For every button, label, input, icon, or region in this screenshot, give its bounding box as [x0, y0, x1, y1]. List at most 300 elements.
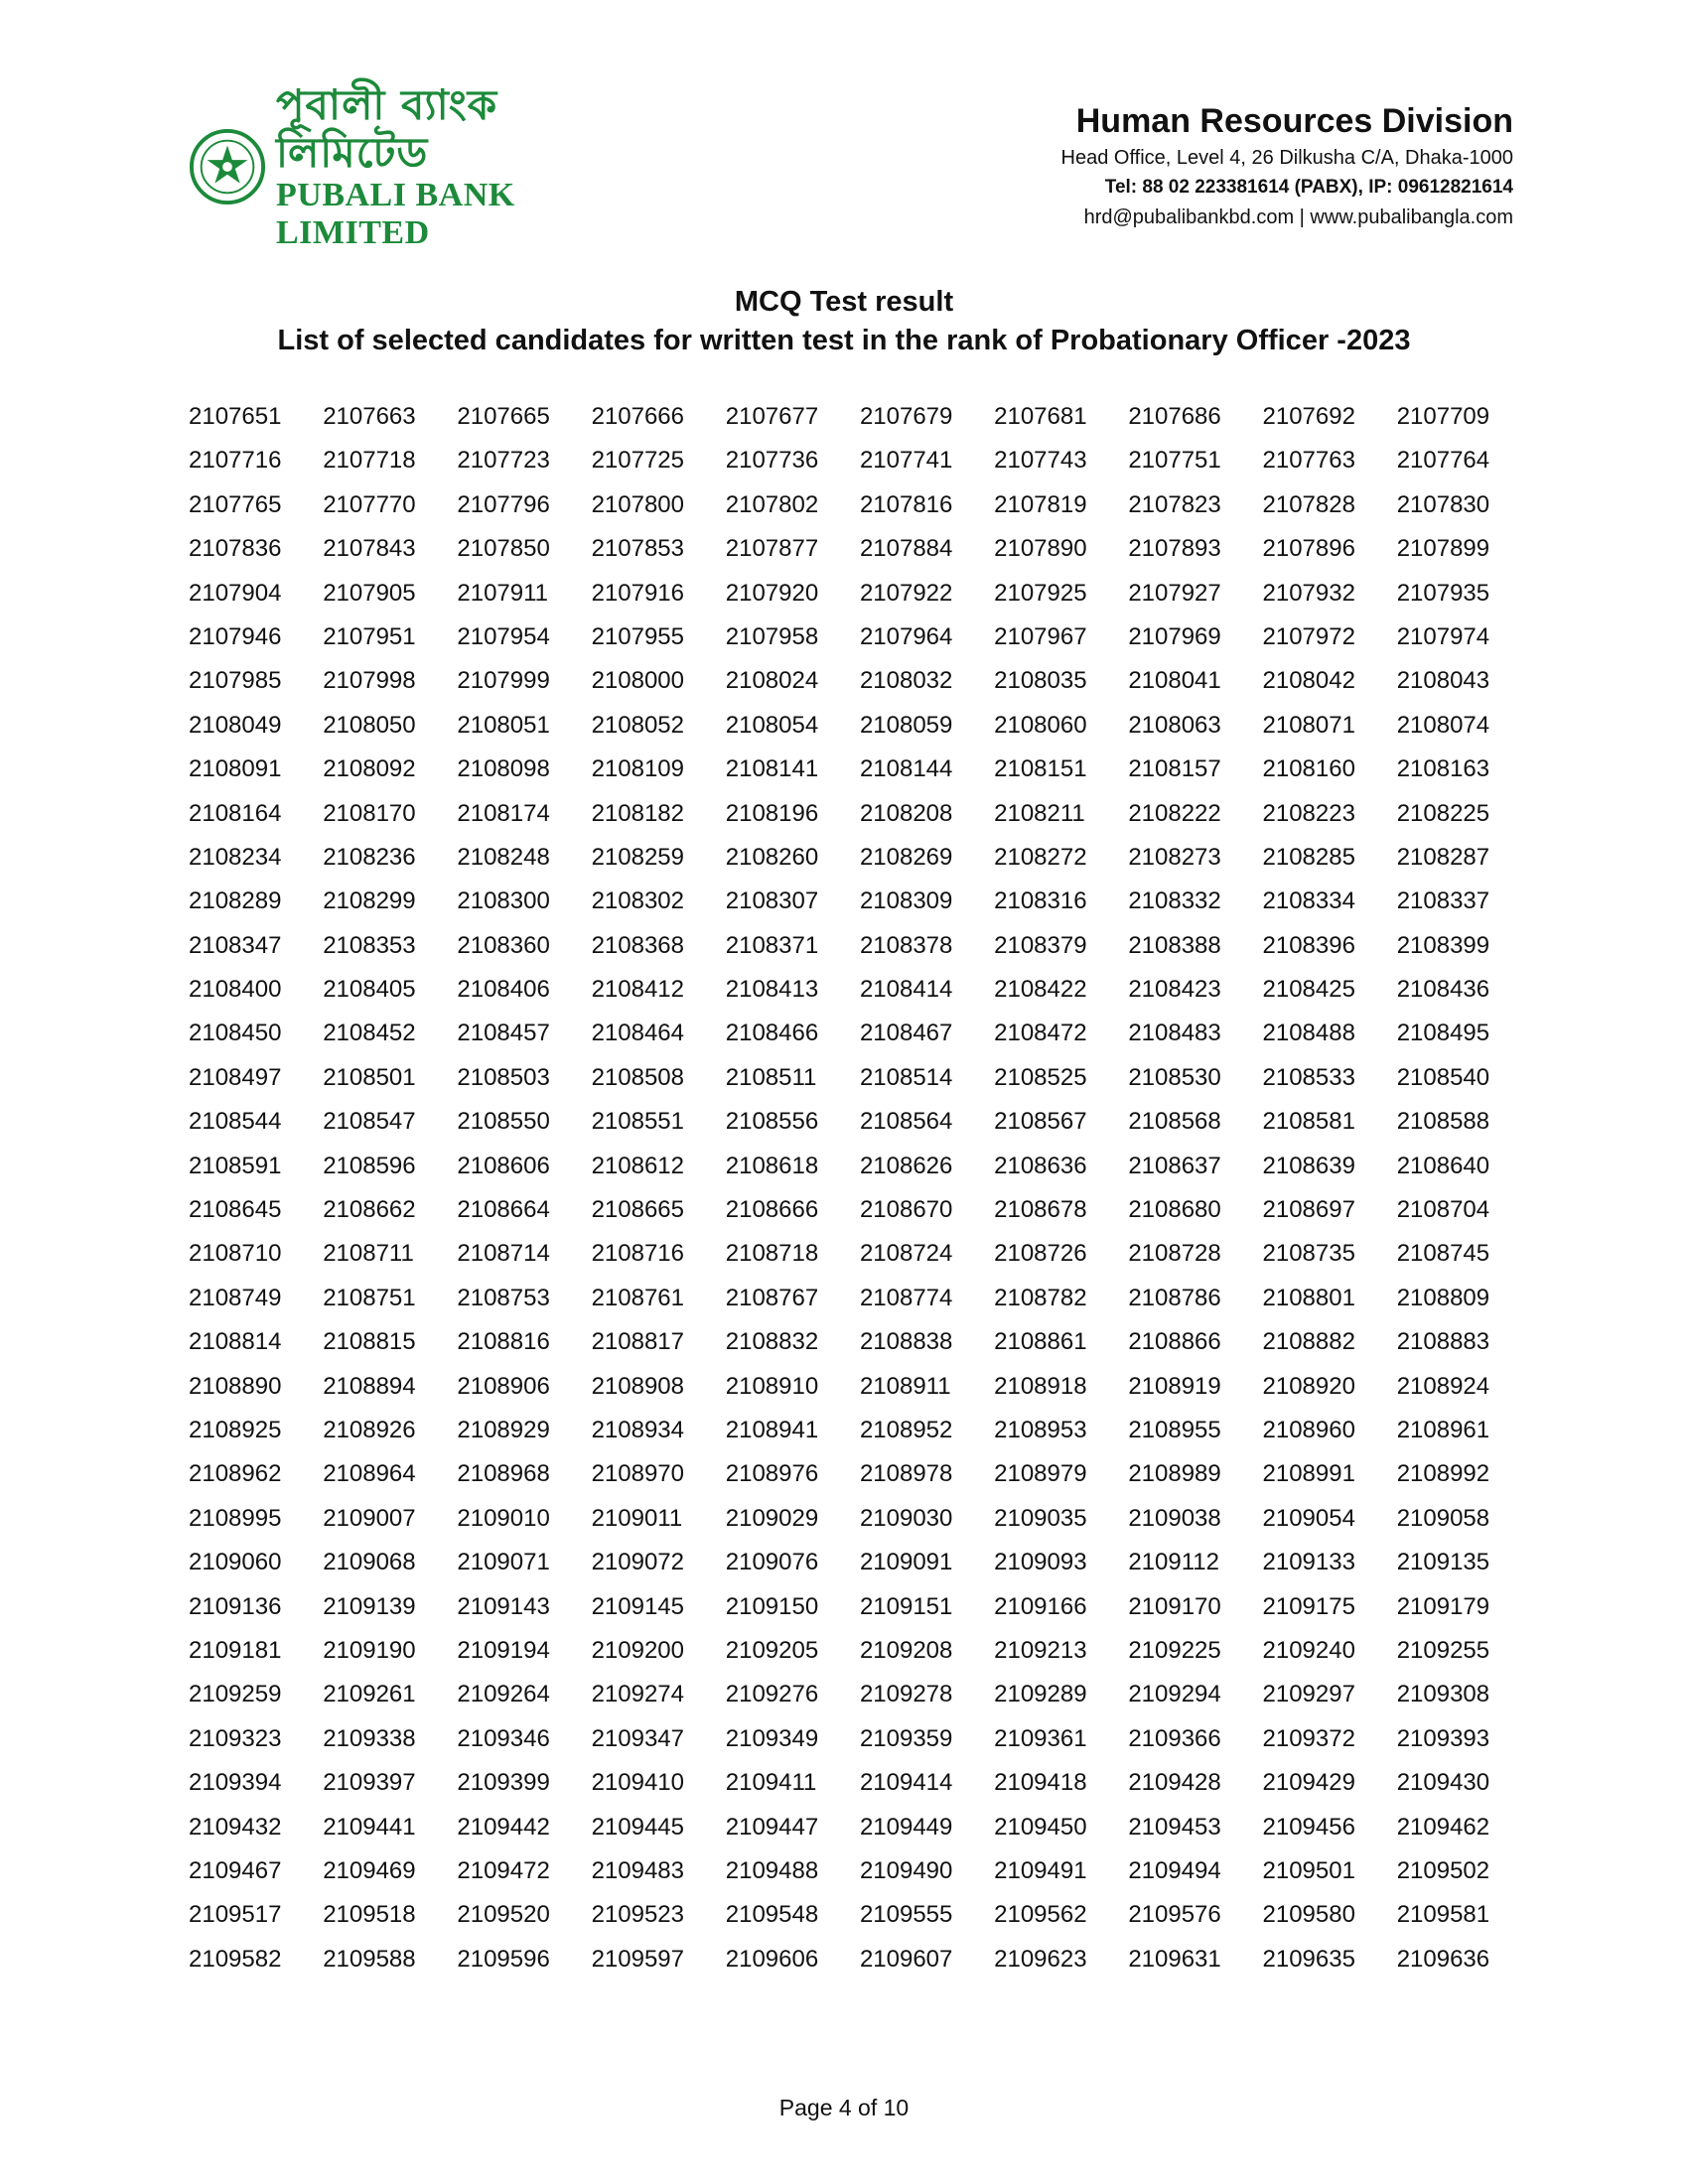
roll-number: 2108378: [859, 931, 953, 959]
roll-number: 2109501: [1262, 1856, 1355, 1884]
roll-number: 2109135: [1396, 1549, 1490, 1576]
roll-number: 2107686: [1128, 403, 1221, 430]
roll-number: 2109472: [457, 1856, 550, 1884]
roll-number: 2109607: [859, 1945, 953, 1973]
roll-number: 2108640: [1396, 1152, 1490, 1179]
roll-number: 2109562: [994, 1901, 1087, 1929]
roll-number: 2108919: [1128, 1372, 1221, 1400]
roll-number: 2107677: [725, 403, 819, 430]
document-title: MCQ Test result: [734, 286, 954, 318]
roll-number: 2109428: [1128, 1769, 1221, 1797]
roll-number: 2108388: [1128, 931, 1221, 959]
roll-number: 2108495: [1396, 1020, 1490, 1047]
roll-number: 2108157: [1128, 755, 1221, 783]
roll-number: 2109441: [323, 1813, 416, 1841]
roll-number: 2109007: [323, 1504, 416, 1532]
roll-number: 2107830: [1396, 490, 1490, 518]
roll-number: 2108450: [189, 1020, 282, 1047]
roll-number: 2108751: [323, 1284, 416, 1311]
roll-number: 2108714: [457, 1240, 550, 1268]
bank-seal-icon: [189, 128, 266, 205]
roll-number: 2109068: [323, 1549, 416, 1576]
roll-number: 2109488: [725, 1856, 819, 1884]
roll-number: 2108815: [323, 1328, 416, 1356]
roll-number: 2108568: [1128, 1108, 1221, 1136]
roll-number: 2109483: [591, 1856, 684, 1884]
roll-number: 2109399: [457, 1769, 550, 1797]
roll-number: 2107843: [323, 535, 416, 563]
roll-number: 2109276: [725, 1681, 819, 1708]
roll-number: 2109347: [591, 1724, 684, 1752]
roll-number: 2109150: [725, 1592, 819, 1620]
roll-number: 2107796: [457, 490, 550, 518]
roll-number: 2107743: [994, 447, 1087, 475]
roll-number: 2109143: [457, 1592, 550, 1620]
roll-number: 2107665: [457, 403, 550, 430]
office-address: Head Office, Level 4, 26 Dilkusha C/A, Dhaka-1000: [1060, 147, 1513, 169]
roll-number: 2108208: [859, 799, 953, 827]
roll-number: 2108960: [1262, 1416, 1355, 1443]
roll-number: 2109517: [189, 1901, 282, 1929]
roll-number: 2108934: [591, 1416, 684, 1443]
roll-number: 2108666: [725, 1196, 819, 1224]
roll-number: 2108412: [591, 976, 684, 1004]
roll-number: 2109450: [994, 1813, 1087, 1841]
roll-number: 2107911: [457, 579, 549, 607]
roll-number: 2109432: [189, 1813, 282, 1841]
roll-number: 2108174: [457, 799, 550, 827]
roll-number: 2108645: [189, 1196, 282, 1224]
roll-number: 2108272: [994, 843, 1087, 871]
document-subtitle: List of selected candidates for written test in the rank of Probationary Officer -2023: [277, 325, 1411, 356]
roll-number: 2109136: [189, 1592, 282, 1620]
roll-number: 2108670: [859, 1196, 953, 1224]
roll-number: 2109194: [457, 1636, 550, 1664]
roll-number: 2109294: [1128, 1681, 1221, 1708]
roll-number: 2108726: [994, 1240, 1087, 1268]
roll-number: 2108925: [189, 1416, 282, 1443]
roll-number: 2108337: [1396, 887, 1490, 915]
roll-number: 2107853: [591, 535, 684, 563]
roll-number: 2108955: [1128, 1416, 1221, 1443]
roll-number: 2107946: [189, 622, 282, 650]
roll-number: 2107800: [591, 490, 684, 518]
roll-number: 2107969: [1128, 622, 1221, 650]
roll-number: 2107935: [1396, 579, 1490, 607]
roll-number: 2108501: [323, 1063, 416, 1091]
roll-number: 2108745: [1396, 1240, 1490, 1268]
roll-number: 2108032: [859, 667, 953, 695]
bank-logo: [189, 80, 645, 251]
roll-number: 2108043: [1396, 667, 1490, 695]
roll-number: 2108547: [323, 1108, 416, 1136]
roll-number: 2108425: [1262, 976, 1355, 1004]
roll-number: 2108049: [189, 711, 282, 739]
roll-number: 2108908: [591, 1372, 684, 1400]
roll-number: 2108285: [1262, 843, 1355, 871]
roll-number: 2109623: [994, 1945, 1087, 1973]
roll-number: 2109582: [189, 1945, 282, 1973]
roll-number: 2109071: [457, 1549, 550, 1576]
roll-number: 2109346: [457, 1724, 550, 1752]
roll-number: 2109410: [591, 1769, 684, 1797]
roll-number: 2108164: [189, 799, 282, 827]
roll-number: 2107723: [457, 447, 550, 475]
roll-number: 2109208: [859, 1636, 953, 1664]
roll-number: 2108662: [323, 1196, 416, 1224]
division-title: Human Resources Division: [1075, 102, 1513, 140]
roll-number: 2108749: [189, 1284, 282, 1311]
roll-number: 2109076: [725, 1549, 819, 1576]
roll-number: 2107967: [994, 622, 1087, 650]
roll-number: 2108989: [1128, 1460, 1221, 1488]
roll-number: 2108091: [189, 755, 282, 783]
roll-number: 2108716: [591, 1240, 684, 1268]
roll-number: 2109175: [1262, 1592, 1355, 1620]
roll-number: 2109442: [457, 1813, 550, 1841]
roll-number: 2108581: [1262, 1108, 1355, 1136]
roll-number: 2109297: [1262, 1681, 1355, 1708]
roll-number: 2107666: [591, 403, 684, 430]
roll-number: 2108697: [1262, 1196, 1355, 1224]
roll-number: 2109139: [323, 1592, 416, 1620]
roll-number: 2108991: [1262, 1460, 1355, 1488]
roll-number: 2108347: [189, 931, 282, 959]
roll-number: 2108399: [1396, 931, 1490, 959]
roll-number: 2108678: [994, 1196, 1087, 1224]
roll-number: 2107972: [1262, 622, 1355, 650]
roll-number: 2109264: [457, 1681, 550, 1708]
roll-number: 2108801: [1262, 1284, 1355, 1311]
roll-number: 2108236: [323, 843, 416, 871]
roll-number: 2108483: [1128, 1020, 1221, 1047]
roll-number: 2107741: [859, 447, 953, 475]
roll-number: 2108488: [1262, 1020, 1355, 1047]
roll-number: 2108556: [725, 1108, 819, 1136]
roll-number: 2108170: [323, 799, 416, 827]
roll-number: 2108564: [859, 1108, 953, 1136]
roll-number: 2108248: [457, 843, 550, 871]
roll-number: 2107828: [1262, 490, 1355, 518]
roll-number: 2107955: [591, 622, 684, 650]
roll-number: 2108911: [859, 1372, 951, 1400]
roll-number: 2108503: [457, 1063, 550, 1091]
roll-number: 2107922: [859, 579, 953, 607]
roll-number: 2108728: [1128, 1240, 1221, 1268]
roll-number: 2108961: [1396, 1416, 1490, 1443]
roll-number: 2108414: [859, 976, 953, 1004]
roll-number: 2109205: [725, 1636, 819, 1664]
roll-number: 2109520: [457, 1901, 550, 1929]
roll-number: 2108817: [591, 1328, 684, 1356]
roll-number: 2109035: [994, 1504, 1087, 1532]
roll-number: 2108334: [1262, 887, 1355, 915]
roll-number: 2107964: [859, 622, 953, 650]
roll-number: 2108753: [457, 1284, 550, 1311]
roll-number: 2109240: [1262, 1636, 1355, 1664]
roll-number: 2107893: [1128, 535, 1221, 563]
roll-number: 2109429: [1262, 1769, 1355, 1797]
roll-number: 2108816: [457, 1328, 550, 1356]
roll-number: 2108838: [859, 1328, 953, 1356]
roll-number: 2109261: [323, 1681, 416, 1708]
roll-number: 2108151: [994, 755, 1087, 783]
roll-number: 2108144: [859, 755, 953, 783]
roll-number: 2108413: [725, 976, 819, 1004]
roll-number: 2108680: [1128, 1196, 1221, 1224]
roll-number: 2108302: [591, 887, 684, 915]
roll-number: 2108639: [1262, 1152, 1355, 1179]
roll-number: 2108906: [457, 1372, 550, 1400]
roll-number: 2107823: [1128, 490, 1221, 518]
roll-number: 2108400: [189, 976, 282, 1004]
roll-number: 2109010: [457, 1504, 550, 1532]
roll-number: 2109462: [1396, 1813, 1490, 1841]
roll-number: 2107999: [457, 667, 550, 695]
roll-number: 2108182: [591, 799, 684, 827]
roll-number: 2108618: [725, 1152, 819, 1179]
roll-number: 2109580: [1262, 1901, 1355, 1929]
roll-number: 2107905: [323, 579, 416, 607]
roll-number: 2108924: [1396, 1372, 1490, 1400]
roll-number: 2109289: [994, 1681, 1087, 1708]
roll-number: 2108332: [1128, 887, 1221, 915]
roll-number: 2107985: [189, 667, 282, 695]
roll-number: 2107974: [1396, 622, 1490, 650]
roll-number: 2108222: [1128, 799, 1221, 827]
roll-number: 2108544: [189, 1108, 282, 1136]
roll-number: 2108472: [994, 1020, 1087, 1047]
roll-number: 2108718: [725, 1240, 819, 1268]
roll-number: 2107751: [1128, 447, 1221, 475]
roll-number: 2107736: [725, 447, 819, 475]
roll-number: 2108452: [323, 1020, 416, 1047]
roll-number: 2107836: [189, 535, 282, 563]
roll-number: 2109145: [591, 1592, 684, 1620]
roll-number: 2108092: [323, 755, 416, 783]
roll-number: 2108259: [591, 843, 684, 871]
roll-number: 2109456: [1262, 1813, 1355, 1841]
roll-number: 2107904: [189, 579, 282, 607]
roll-number: 2108724: [859, 1240, 953, 1268]
roll-number: 2108941: [725, 1416, 819, 1443]
office-contact: hrd@pubalibankbd.com | www.pubalibangla.com: [1083, 206, 1513, 228]
roll-number: 2108000: [591, 667, 684, 695]
roll-number: 2109038: [1128, 1504, 1221, 1532]
roll-number: 2109411: [725, 1769, 817, 1797]
roll-number: 2109447: [725, 1813, 819, 1841]
roll-number: 2108071: [1262, 711, 1355, 739]
roll-number: 2109338: [323, 1724, 416, 1752]
roll-number: 2107954: [457, 622, 550, 650]
roll-number: 2108041: [1128, 667, 1221, 695]
roll-number: 2108968: [457, 1460, 550, 1488]
roll-number: 2107816: [859, 490, 953, 518]
roll-number: 2108368: [591, 931, 684, 959]
roll-number: 2108970: [591, 1460, 684, 1488]
roll-number: 2108883: [1396, 1328, 1490, 1356]
roll-number: 2108606: [457, 1152, 550, 1179]
roll-number: 2108024: [725, 667, 819, 695]
roll-number: 2107896: [1262, 535, 1355, 563]
roll-number: 2108929: [457, 1416, 550, 1443]
logo-bangla-text: পূবালী ব্যাংক লিমিটেড: [276, 80, 498, 177]
roll-number: 2109274: [591, 1681, 684, 1708]
roll-number: 2108767: [725, 1284, 819, 1311]
roll-number: 2108379: [994, 931, 1087, 959]
roll-number: 2109453: [1128, 1813, 1221, 1841]
roll-number: 2108289: [189, 887, 282, 915]
roll-number: 2109213: [994, 1636, 1087, 1664]
roll-number: 2108550: [457, 1108, 550, 1136]
roll-number: 2107958: [725, 622, 819, 650]
roll-number: 2109359: [859, 1724, 953, 1752]
roll-number: 2108405: [323, 976, 416, 1004]
roll-number: 2109394: [189, 1769, 282, 1797]
roll-number: 2109278: [859, 1681, 953, 1708]
roll-number: 2109166: [994, 1592, 1087, 1620]
roll-number: 2108926: [323, 1416, 416, 1443]
roll-number: 2109548: [725, 1901, 819, 1929]
roll-number: 2108457: [457, 1020, 550, 1047]
roll-number: 2108160: [1262, 755, 1355, 783]
roll-number: 2108223: [1262, 799, 1355, 827]
roll-number: 2109393: [1396, 1724, 1490, 1752]
roll-number: 2108910: [725, 1372, 819, 1400]
roll-number: 2109323: [189, 1724, 282, 1752]
roll-number: 2108596: [323, 1152, 416, 1179]
roll-number: 2109091: [859, 1549, 953, 1576]
roll-number: 2108309: [859, 887, 953, 915]
roll-number: 2108211: [994, 799, 1085, 827]
roll-number: 2109366: [1128, 1724, 1221, 1752]
roll-number: 2108423: [1128, 976, 1221, 1004]
roll-number: 2109596: [457, 1945, 550, 1973]
roll-number: 2109523: [591, 1901, 684, 1929]
roll-number: 2108665: [591, 1196, 684, 1224]
roll-number: 2108054: [725, 711, 819, 739]
roll-number: 2107951: [323, 622, 416, 650]
roll-number: 2109606: [725, 1945, 819, 1973]
roll-number: 2109179: [1396, 1592, 1490, 1620]
roll-number: 2108109: [591, 755, 684, 783]
roll-number: 2109631: [1128, 1945, 1221, 1973]
roll-number: 2109636: [1396, 1945, 1490, 1973]
roll-number: 2108637: [1128, 1152, 1221, 1179]
roll-number: 2107709: [1396, 403, 1490, 430]
roll-number: 2108396: [1262, 931, 1355, 959]
roll-number: 2108704: [1396, 1196, 1490, 1224]
roll-number: 2108782: [994, 1284, 1087, 1311]
roll-number: 2108530: [1128, 1063, 1221, 1091]
roll-number: 2108992: [1396, 1460, 1490, 1488]
roll-number: 2108353: [323, 931, 416, 959]
logo-english-text: PUBALI BANK LIMITED: [276, 177, 515, 251]
roll-number-grid: [189, 395, 1509, 1981]
roll-number: 2108918: [994, 1372, 1087, 1400]
roll-number: 2108141: [725, 755, 819, 783]
roll-number: 2108995: [189, 1504, 282, 1532]
roll-number: 2109058: [1396, 1504, 1490, 1532]
roll-number: 2108287: [1396, 843, 1490, 871]
roll-number: 2108371: [725, 931, 819, 959]
roll-number: 2108269: [859, 843, 953, 871]
roll-number: 2107927: [1128, 579, 1221, 607]
roll-number: 2107819: [994, 490, 1087, 518]
division-info: [1061, 99, 1513, 232]
roll-number: 2108360: [457, 931, 550, 959]
roll-number: 2107651: [189, 403, 282, 430]
roll-number: 2109635: [1262, 1945, 1355, 1973]
roll-number: 2108567: [994, 1108, 1087, 1136]
roll-number: 2109029: [725, 1504, 819, 1532]
roll-number: 2107679: [859, 403, 953, 430]
roll-number: 2107877: [725, 535, 819, 563]
roll-number: 2109372: [1262, 1724, 1355, 1752]
roll-number: 2107899: [1396, 535, 1490, 563]
roll-number: 2108832: [725, 1328, 819, 1356]
roll-number: 2108735: [1262, 1240, 1355, 1268]
roll-number: 2109030: [859, 1504, 953, 1532]
roll-number: 2108050: [323, 711, 416, 739]
roll-number: 2108952: [859, 1416, 953, 1443]
roll-number: 2109093: [994, 1549, 1087, 1576]
roll-number: 2109418: [994, 1769, 1087, 1797]
roll-number: 2109490: [859, 1856, 953, 1884]
roll-number: 2109112: [1128, 1549, 1219, 1576]
roll-number: 2108316: [994, 887, 1087, 915]
roll-number: 2109190: [323, 1636, 416, 1664]
roll-number: 2108774: [859, 1284, 953, 1311]
roll-number: 2107725: [591, 447, 684, 475]
roll-number: 2108533: [1262, 1063, 1355, 1091]
roll-number: 2108042: [1262, 667, 1355, 695]
roll-number: 2108300: [457, 887, 550, 915]
roll-number: 2108894: [323, 1372, 416, 1400]
roll-number: 2109491: [994, 1856, 1087, 1884]
roll-number: 2109200: [591, 1636, 684, 1664]
roll-number: 2107764: [1396, 447, 1490, 475]
roll-number: 2107916: [591, 579, 684, 607]
roll-number: 2109430: [1396, 1769, 1490, 1797]
roll-number: 2108964: [323, 1460, 416, 1488]
roll-number: 2108551: [591, 1108, 684, 1136]
roll-number: 2108866: [1128, 1328, 1221, 1356]
roll-number: 2109576: [1128, 1901, 1221, 1929]
roll-number: 2108664: [457, 1196, 550, 1224]
roll-number: 2107890: [994, 535, 1087, 563]
roll-number: 2109060: [189, 1549, 282, 1576]
roll-number: 2108059: [859, 711, 953, 739]
roll-number: 2109225: [1128, 1636, 1221, 1664]
roll-number: 2108063: [1128, 711, 1221, 739]
roll-number: 2107718: [323, 447, 416, 475]
roll-number: 2108052: [591, 711, 684, 739]
roll-number: 2108514: [859, 1063, 953, 1091]
roll-number: 2108861: [994, 1328, 1087, 1356]
roll-number: 2107770: [323, 490, 416, 518]
roll-number: 2108060: [994, 711, 1087, 739]
office-phone: Tel: 88 02 223381614 (PABX), IP: 09612821614: [1104, 177, 1513, 198]
roll-number: 2109151: [859, 1592, 953, 1620]
roll-number: 2109361: [994, 1724, 1087, 1752]
roll-number: 2109518: [323, 1901, 416, 1929]
roll-number: 2109054: [1262, 1504, 1355, 1532]
roll-number: 2107765: [189, 490, 282, 518]
roll-number: 2108406: [457, 976, 550, 1004]
roll-number: 2107998: [323, 667, 416, 695]
roll-number: 2108540: [1396, 1063, 1490, 1091]
